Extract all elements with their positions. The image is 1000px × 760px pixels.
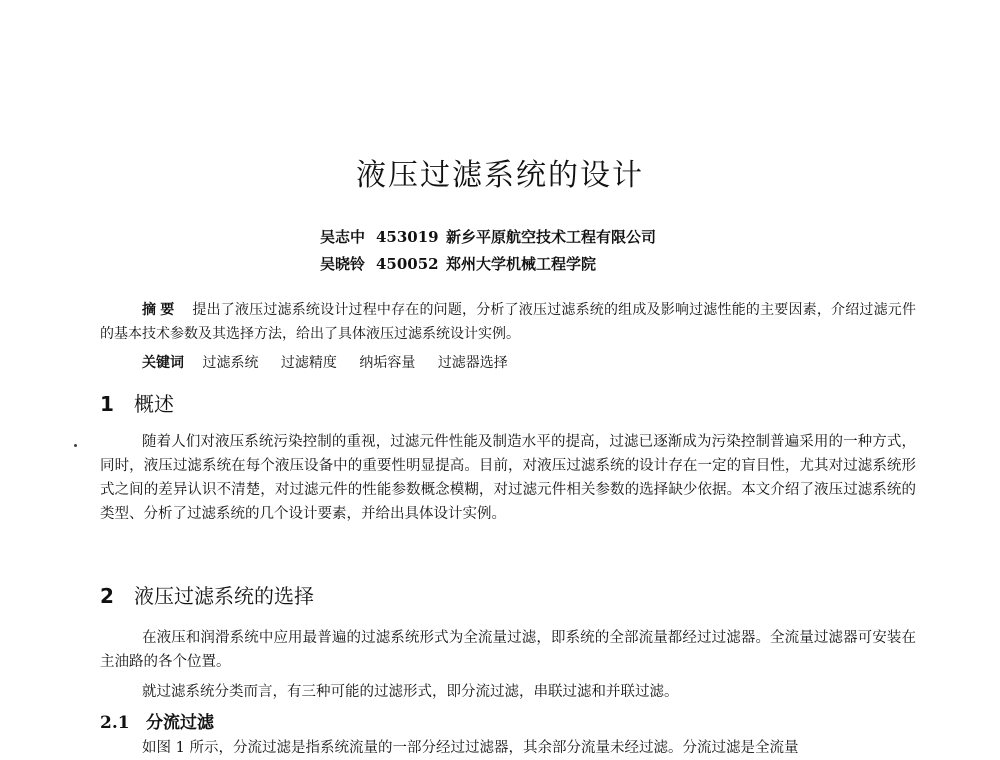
subsection-title: 分流过滤 bbox=[146, 713, 214, 733]
author-affiliation: 新乡平原航空技术工程有限公司 bbox=[446, 228, 657, 246]
abstract-label: 摘要 bbox=[142, 302, 179, 318]
keywords-label: 关键词 bbox=[142, 355, 184, 371]
keyword: 纳垢容量 bbox=[359, 355, 416, 371]
scan-mark bbox=[74, 444, 77, 447]
author-affiliation: 郑州大学机械工程学院 bbox=[446, 255, 597, 273]
section-1-paragraph: 随着人们对液压系统污染控制的重视，过滤元件性能及制造水平的提高，过滤已逐渐成为污染控制普遍采用的一种方式，同时，液压过滤系统在每个液压设备中的重要性明显提高。目前，对液压过滤系统的设计存在一定的盲目性，尤其对过滤系统形式之间的差异认识不清楚，对过滤元件的性能参数概念模糊，对过滤元件相关参数的选择缺少依据。本文介绍了液压过滤系统的类型、分析了过滤系统的几个设计要素，并给出具体设计实例。 bbox=[100, 434, 916, 522]
author-zip: 453019 bbox=[376, 228, 439, 246]
subsection-paragraph: 如图 1 所示，分流过滤是指系统流量的一部分经过过滤器，其余部分流量未经过滤。分流过滤是全流量 bbox=[142, 740, 799, 756]
section-number: 2 bbox=[100, 584, 114, 608]
section-2-paragraph-2: 就过滤系统分类而言，有三种可能的过滤形式，即分流过滤，串联过滤和并联过滤。 bbox=[142, 684, 679, 700]
section-2-paragraph-1: 在液压和润滑系统中应用最普遍的过滤系统形式为全流量过滤，即系统的全部流量都经过过滤器。全流量过滤器可安装在主油路的各个位置。 bbox=[100, 630, 916, 670]
section-title: 液压过滤系统的选择 bbox=[134, 584, 314, 608]
section-number: 1 bbox=[100, 392, 114, 416]
paper-title: 液压过滤系统的设计 bbox=[356, 158, 644, 193]
abstract-text: 提出了液压过滤系统设计过程中存在的问题，分析了液压过滤系统的组成及影响过滤性能的主要因素，介绍过滤元件的基本技术参数及其选择方法，给出了具体液压过滤系统设计实例。 bbox=[100, 302, 917, 342]
abstract bbox=[100, 298, 916, 346]
author-name: 吴晓铃 bbox=[320, 255, 366, 273]
section-title: 概述 bbox=[134, 392, 174, 416]
author-line-1 bbox=[320, 226, 656, 247]
section-heading-1 bbox=[100, 388, 174, 417]
subsection-heading bbox=[100, 708, 214, 733]
author-name: 吴志中 bbox=[320, 228, 366, 246]
keywords bbox=[142, 352, 526, 372]
author-zip: 450052 bbox=[376, 255, 439, 273]
section-heading-2 bbox=[100, 580, 314, 609]
keyword: 过滤精度 bbox=[280, 355, 337, 371]
keyword: 过滤系统 bbox=[202, 355, 259, 371]
subsection-number: 2.1 bbox=[100, 713, 130, 733]
keyword: 过滤器选择 bbox=[437, 355, 508, 371]
author-line-2 bbox=[320, 253, 596, 274]
